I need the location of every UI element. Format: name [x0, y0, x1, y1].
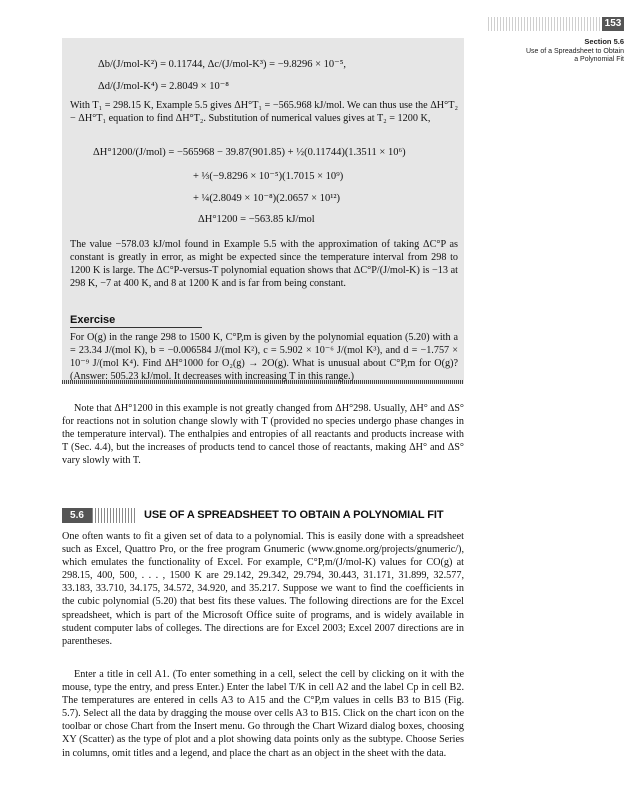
section-number: 5.6	[62, 508, 92, 523]
box-paragraph-2: The value −578.03 kJ/mol found in Example 5.5 with the approximation of taking ΔC°P as constant is greatly in error, as might be expected since the temperature interval from 298 to 1200 K is large. The ΔC°P-versus-T polynomial equation shows that ΔC°P/(J/mol-K) is −13 at 298 K, −7 at 400 K, and 8 at 1200 K and is far from being constant.	[70, 239, 458, 290]
section-label: Section 5.6	[584, 37, 624, 46]
running-head-line-2: a Polynomial Fit	[574, 56, 624, 63]
equation-result: ΔH°1200 = −563.85 kJ/mol	[198, 214, 315, 225]
note-paragraph: Note that ΔH°1200 in this example is not greatly changed from ΔH°298. Usually, ΔH° and ΔS° for reactions not in solution change slowly with T (provided no species undergo phase changes in the temperature interval). The enthalpies and entropies of all reactants and products increase with T (Sec. 4.4), but the increases of products tend to cancel those of reactants, making ΔH° and ΔS° vary slowly with T.	[62, 403, 464, 467]
equation-line-1: ΔH°1200/(J/mol) = −565968 − 39.87(901.85) + ½(0.11744)(1.3511 × 10⁶)	[93, 147, 406, 158]
running-head	[526, 38, 624, 65]
coefficient-line-1: Δb/(J/mol-K²) = 0.11744, Δc/(J/mol-K³) = −9.8296 × 10⁻⁵,	[98, 59, 346, 70]
section-title: USE OF A SPREADSHEET TO OBTAIN A POLYNOMIAL FIT	[144, 509, 444, 521]
page-number-bar	[488, 17, 624, 31]
section-heading	[62, 508, 464, 523]
equation-line-2: + ⅓(−9.8296 × 10⁻⁵)(1.7015 × 10⁹)	[193, 171, 344, 182]
section-stripes	[92, 508, 136, 523]
equation-line-3: + ¼(2.8049 × 10⁻⁸)(2.0657 × 10¹²)	[193, 193, 340, 204]
box-paragraph-1: With T₁ = 298.15 K, Example 5.5 gives ΔH°T₁ = −565.968 kJ/mol. We can thus use the ΔH°T₂ − ΔH°T₁ equation to find ΔH°T₂. Substitution of numerical values gives at T₂ = 1200 K,	[70, 100, 458, 125]
body-paragraph-2: Enter a title in cell A1. (To enter something in a cell, select the cell by clicking on it with the mouse, type the entry, and press Enter.) Enter the label T/K in cell A2 and the label Cp in cell B2. The temperatures are entered in cells A3 to A15 and the C°P,m values in cells B3 to B15 (Fig. 5.7). Select all the data by dragging the mouse over cells A3 to B15. Click on the chart icon on the toolbar or chose Chart from the Insert menu. Go through the Chart Wizard dialog boxes, choosing XY (Scatter) as the type of plot and a plot showing data points only as the subtype. Choose Series in columns, omit titles and a legend, and place the chart as an object in the sheet with the data.	[62, 669, 464, 759]
running-head-line-1: Use of a Spreadsheet to Obtain	[525, 47, 624, 55]
body-paragraph-1: One often wants to fit a given set of data to a polynomial. This is easily done with a spreadsheet such as Excel, Quattro Pro, or the free program Gnumeric (www.gnome.org/projects/gnumeric/), which emulates the functionality of Excel. For example, C°P,m/(J/mol-K) values for CO(g) at 298.15, 400, 500, . . . , 1500 K are 29.142, 29.342, 29.794, 30.443, 31.171, 31.899, 32.577, 33.183, 33.710, 34.175, 34.572, 34.920, and 35.217. Suppose we want to find the coefficients in the cubic polynomial (5.20) that best fits these values. The following directions are for the Excel spreadsheet, which is part of the Microsoft Office suite of programs, and is widely available in student computer labs of colleges. The directions are for Excel 2003; Excel 2007 directions are in parentheses.	[62, 531, 464, 647]
page-number: 153	[602, 17, 624, 31]
exercise-title: Exercise	[70, 314, 202, 328]
exercise-text: For O(g) in the range 298 to 1500 K, C°P,m is given by the polynomial equation (5.20) with a = 23.34 J/(mol K), b = −0.006584 J/(mol K²), c = 5.902 × 10⁻⁶ J/(mol K³), and d = −1.757 × 10⁻⁹ J/(mol K⁴). Find ΔH°1000 for O₂(g) → 2O(g). What is unusual about C°P,m for O(g)? (Answer: 505.23 kJ/mol. It decreases with increasing T in this range.)	[70, 332, 458, 383]
coefficient-line-2: Δd/(J/mol-K⁴) = 2.8049 × 10⁻⁸	[98, 81, 229, 92]
